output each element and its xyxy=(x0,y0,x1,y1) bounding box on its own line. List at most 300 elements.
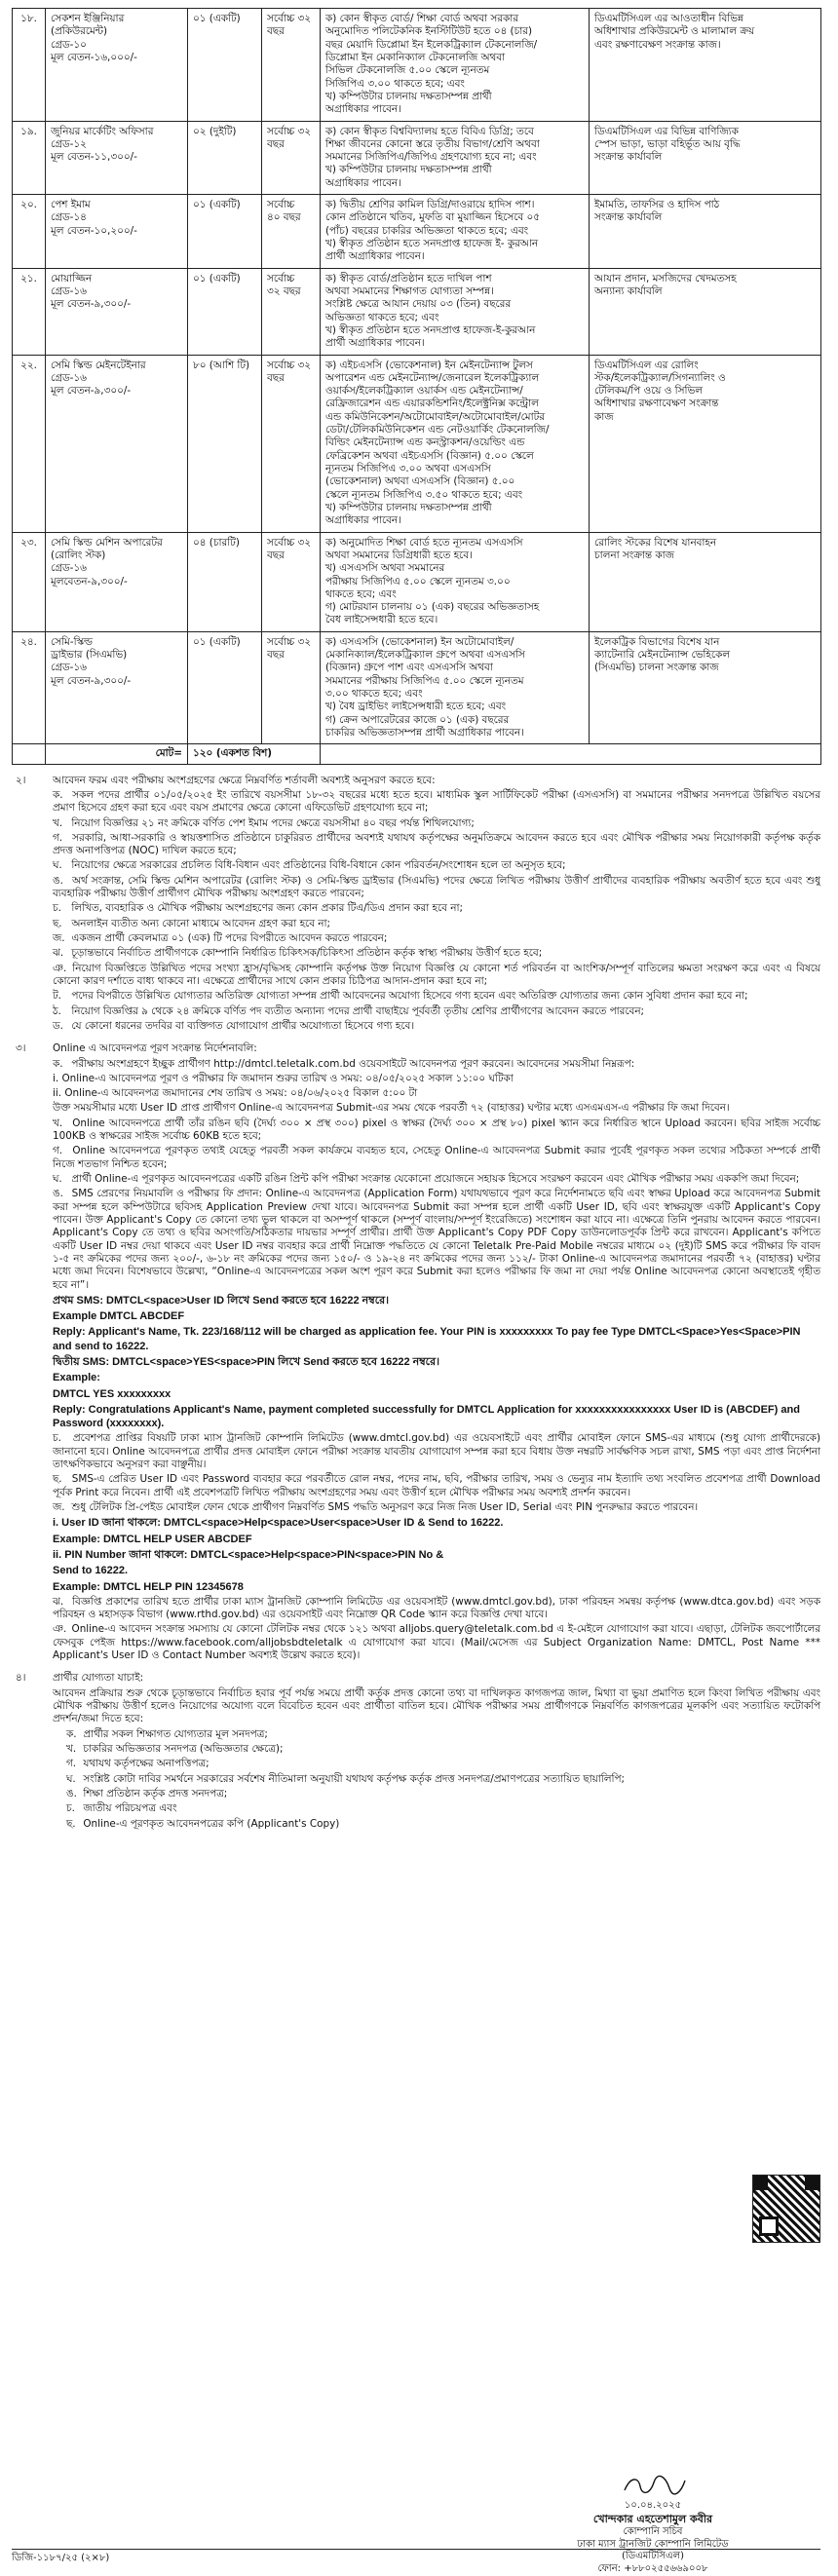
item-label: গ. xyxy=(53,1145,63,1157)
item-text: চূড়ান্তভাবে নির্বাচিত প্রার্থীগণকে কোম্পানি নির্ধারিত চিকিৎসক/চিকিৎসা প্রতিষ্ঠান কর্তৃক স্বাস্থ্য পরীক্ষায় উত্তীর্ণ হতে হবে; xyxy=(71,947,543,960)
duty-line: টেলিকম/পি ওয়ে ও সিভিল xyxy=(594,385,703,398)
item-text: SMS-এ প্রেরিত User ID এবং Password ব্যবহার করে পরবর্তীতে রোল নম্বর, পদের নাম, ছবি, পরীক্ষার তারিখ, সময় ও ভেন্যুর নাম ইত্যাদি তথ্য সংবলিত প্রবেশপত্র প্রার্থী Download পূর্বক Print করে নিবেন। প্রার্থী এই প্রবেশপত্রটি লিখিত পরীক্ষায় অংশগ্রহণের সময় এবং উত্তীর্ণ হলে মৌখিক পরীক্ষার সময় অবশ্যই প্রদর্শন করবেন। xyxy=(53,1473,820,1498)
vacancy-count-cell: ০১ (একটি) xyxy=(188,268,262,355)
item-text: যে কোনো ধরনের তদবির বা ব্যক্তিগত যোগাযোগ প্রার্থীর অযোগ্যতা হিসেবে গণ্য হবে। xyxy=(71,1019,415,1032)
item-label: জ. xyxy=(53,1501,65,1514)
list-item xyxy=(53,947,820,960)
item-label: ক. xyxy=(53,788,63,801)
item-text: অনলাইন ব্যতীত অন্য কোনো মাধ্যমে আবেদন গ্রহণ করা হবে না; xyxy=(71,917,331,929)
age-line: ৩২ বছর xyxy=(267,284,301,297)
item-label: ঠ. xyxy=(53,1004,61,1017)
serial-cell: ২৪. xyxy=(13,631,46,744)
item-label: ঘ. xyxy=(66,1772,76,1785)
list-item xyxy=(53,1773,820,1786)
duties-cell xyxy=(590,121,821,195)
list-item xyxy=(53,789,820,815)
sms-line: Example: xyxy=(53,1372,100,1384)
requirement-line: ক) দ্বিতীয় শ্রেণির কামিল ডিগ্রি/দাওরায়ে হাদিস পাশ। xyxy=(325,199,535,211)
duty-line: আযান প্রদান, মসজিদের খেদমতসহ xyxy=(594,272,737,284)
section-eligibility-check xyxy=(12,1672,820,1830)
duty-line: অন্যান্য কার্যাবলি xyxy=(594,284,663,297)
item-text: সংশ্লিষ্ট কোটা দাবির সমর্থনে সরকারের সর্বশেষ নীতিমালা অনুযায়ী যথাযথ কর্তৃপক্ষ কর্তৃক প্রদত্ত সনদপত্র/প্রমাণপত্রের সত্যায়িত ছায়ালিপি; xyxy=(83,1772,626,1785)
requirement-line: বিল্ডিং মেইনটেন্যান্স এন্ড কনস্ট্রাকশন/ওয়েল্ডিং এন্ড xyxy=(325,436,525,449)
item-label: চ. xyxy=(53,902,61,915)
duty-line: (সিএমভি) চালনা সংক্রান্ত কাজ xyxy=(594,662,719,674)
item-label: ঞ. xyxy=(53,1623,67,1636)
table-row xyxy=(13,631,821,744)
item-label: ছ. xyxy=(66,1817,76,1830)
post-line: গ্রেড-১৪ xyxy=(51,211,87,224)
requirement-line: বছর মেয়াদি ডিপ্লোমা ইন ইলেকট্রিক্যাল টেকনোলজি/ xyxy=(325,38,538,51)
vacancy-count-cell: ৮০ (আশি টি) xyxy=(188,355,262,532)
item-label: ক. xyxy=(53,1057,63,1070)
item-text: i. Online-এ আবেদনপত্র পূরণ ও পরীক্ষার ফি জমাদান শুরুর তারিখ ও সময়: ০৪/০৫/২০২৫ সকাল ১১:০০ ঘটিকা xyxy=(53,1072,514,1084)
post-cell xyxy=(46,532,188,631)
requirement-line: ডিপ্লোমা ইন মেকানিক্যাল টেকনোলজি অথবা xyxy=(325,51,506,63)
total-label-cell: মোট= xyxy=(46,744,188,764)
post-line: মূল বেতন-১০,২০০/- xyxy=(51,224,137,237)
item-text: অর্থ সংক্রান্ত, সেমি স্কিল্ড মেশিন অপারেটর (রোলিং স্টক) ও সেমি-স্কিল্ড ড্রাইভার (সিএমভি) পদের ক্ষেত্রে লিখিত পরীক্ষায় উত্তীর্ণ প্রার্থীদের ব্যবহারিক পরীক্ষায় অবতীর্ণ হতে হবে এবং শুধু ব্যবহারিক পরীক্ষায় উত্তীর্ণ প্রার্থীগণ মৌখিক পরীক্ষায় অংশগ্রহণ করতে পারবেন; xyxy=(53,874,820,900)
list-item xyxy=(53,1005,820,1018)
serial-cell: ২৩. xyxy=(13,532,46,631)
serial-cell: ২০. xyxy=(13,195,46,269)
section-intro: প্রার্থীর যোগ্যতা যাচাই: xyxy=(53,1672,144,1685)
requirements-cell xyxy=(321,9,590,122)
item-text: প্রার্থীর সকল শিক্ষাগত যোগ্যতার মূল সনদপত্র; xyxy=(83,1727,268,1740)
requirement-line: অথবা সমমানের শিক্ষাগত যোগ্যতা সম্পন্ন। xyxy=(325,284,494,297)
serial-cell: ২২. xyxy=(13,355,46,532)
item-text: জাতীয় পরিচয়পত্র এবং xyxy=(83,1802,177,1815)
signatory-title: কোম্পানি সচিব xyxy=(623,2525,683,2537)
item-text: চাকরির অভিজ্ঞতার সনদপত্র (অভিজ্ঞতার ক্ষেত্রে); xyxy=(83,1742,284,1755)
duty-line: স্পেস ভাড়া, ভাড়া বহির্ভূত আয় বৃদ্ধি xyxy=(594,137,741,150)
item-text: Online আবেদনপত্রে প্রার্থী তাঁর রঙিন ছবি (দৈর্ঘ্য ৩০০ × প্রস্থ ৩০০) pixel ও স্বাক্ষর (দৈর্ঘ্য ৩০০ × প্রস্থ ৮০) pixel স্ক্যান করে নির্ধারিত স্থানে Upload করবেন। ছবির সাইজ সর্বোচ্চ 100KB ও স্বাক্ষরের সাইজ সর্বোচ্চ 60KB হতে হবে; xyxy=(53,1117,820,1143)
item-label: ড. xyxy=(53,1019,63,1032)
requirement-line: অগ্রাধিকার পাবেন। xyxy=(325,103,401,116)
post-line: মূল বেতন-৯,৩০০/- xyxy=(51,298,132,311)
list-item xyxy=(53,859,820,872)
requirement-line: অগ্রাধিকার পাবেন। xyxy=(325,514,401,527)
requirement-line: অথবা সমমানের ডিগ্রিধারী হতে হবে। xyxy=(325,549,473,561)
duty-line: ক্যাটেনারি মেইনটেন্যান্স ভেহিকেল xyxy=(594,649,731,662)
signature-block xyxy=(570,2473,736,2576)
item-text: যথাযথ কর্তৃপক্ষের অনাপত্তিপত্র; xyxy=(83,1758,210,1770)
requirement-line: প্রার্থী অগ্রাধিকার পাবেন। xyxy=(325,250,425,263)
duties-cell xyxy=(590,532,821,631)
post-line: ড্রাইভার (সিএমভি) xyxy=(51,649,128,662)
vacancy-count-cell: ০৪ (চারটি) xyxy=(188,532,262,631)
signatory-organization: ঢাকা ম্যাস ট্রানজিট কোম্পানি লিমিটেড (ডিএমটিসিএল) xyxy=(577,2538,729,2562)
list-item xyxy=(53,1743,820,1756)
item-text: Online-এ আবেদন সংক্রান্ত সমস্যায় যে কোনো টেলিটক নম্বর থেকে ১২১ অথবা alljobs.query@teletalk.com.bd এ ই-মেইলে যোগাযোগ করা যাবে। এছাড়া, টেলিটক জবপোর্টালের ফেসবুক পেইজ https://www.facebook.com/alljobsbdteletalk এ যোগাযোগ করা যাবে। (Mail/মেসেজ এর Subject Organization Name: DMTCL, Post Name *** Applicant's User ID ও Contact Number অবশ্যই উল্লেখ করতে হবে)। xyxy=(53,1623,820,1662)
post-cell xyxy=(46,9,188,122)
requirement-line: চাকরির অভিজ্ঞতাসম্পন্ন প্রার্থী অগ্রাধিকার পাবেন। xyxy=(325,726,524,739)
document-list xyxy=(53,1728,820,1831)
list-item xyxy=(53,1087,820,1100)
list-item xyxy=(53,1473,820,1499)
duty-line: অধিশাখার প্রকিউরমেন্ট ও মালামাল ক্রয় xyxy=(594,25,755,38)
item-label: চ. xyxy=(66,1802,75,1815)
item-text: একজন প্রার্থী কেবলমাত্র ০১ (এক) টি পদের বিপরীতে আবেদন করতে পারবেন; xyxy=(71,932,388,944)
job-table xyxy=(12,8,821,765)
age-limit-cell xyxy=(262,9,321,122)
list-item xyxy=(53,1501,820,1514)
post-cell xyxy=(46,631,188,744)
requirement-line: খ) স্বীকৃত প্রতিষ্ঠান হতে সনদপ্রাপ্ত হাফেজ ই- কুরআন xyxy=(325,238,539,249)
age-line: বছর xyxy=(267,25,285,38)
list-item xyxy=(53,875,820,901)
age-line: ৪০ বছর xyxy=(267,211,301,224)
conditions-list xyxy=(53,789,820,1033)
section-number: ৪। xyxy=(16,1672,26,1685)
item-text: নিয়োগ বিজ্ঞপ্তিতে উল্লিখিত পদের সংখ্যা হ্রাস/বৃদ্ধিসহ কোম্পানি কর্তৃপক্ষ উক্ত নিয়োগ বিজ্ঞপ্তি যে কোনো শর্ত পরিবর্তন বা আংশিক/সম্পূর্ণ বাতিলের ক্ষমতা সংরক্ষণ করে এবং এ বিষয়ে কোনো কারণ দর্শাতে বাধ্য থাকবে না। এক্ষেত্রে প্রার্থীদের সাথে কোন প্রকার চিঠিপত্র আদান-প্রদান করা হবে না; xyxy=(53,962,820,987)
duty-line: এবং রক্ষণাবেক্ষণ সংক্রান্ত কাজ। xyxy=(594,38,721,51)
requirement-line: ৩.০০ থাকতে হবে; এবং xyxy=(325,688,423,700)
item-text: ii. Online-এ আবেদনপত্র জমাদানের শেষ তারিখ ও সময়: ০৪/০৬/২০২৫ বিকাল ৫:০০ টা xyxy=(53,1087,418,1100)
recovery-line: Example: DMTCL HELP PIN 12345678 xyxy=(53,1580,244,1593)
post-line: সেমি স্কিল্ড মেশিন অপারেটর xyxy=(51,536,163,549)
post-line: সেমি-স্কিল্ড xyxy=(51,635,93,648)
requirement-line: (ভোকেশনাল) অথবা এসএসসি (বিজ্ঞান) ৫.০০ xyxy=(325,475,515,488)
requirement-line: ক) এইচএসসি (ভোকেশনাল) ইন মেইনটেন্যান্স টুলস xyxy=(325,359,533,371)
instructions-list xyxy=(53,1058,820,1292)
handwritten-signature xyxy=(570,2473,736,2500)
item-label: ঘ. xyxy=(53,1173,62,1185)
item-label: গ. xyxy=(66,1758,77,1770)
item-text: SMS প্রেরণের নিয়মাবলি ও পরীক্ষার ফি প্রদান: Online-এ আবেদনপত্র (Application Form) যথাযথভাবে পূরণ করে নির্দেশনামতে ছবি এবং স্বাক্ষর Upload করে আবেদনপত্র Submit করা সম্পন্ন হলে কম্পিউটারে ছবিসহ Application Preview দেখা যাবে। আবেদনপত্র Submit করা সম্পন্ন হলে প্রার্থী একটি User ID, ছবি এবং স্বাক্ষরযুক্ত একটি Applicant's Copy পাবেন। উক্ত Applicant's Copy তে কোনো তথ্য ভুল থাকলে বা অসম্পূর্ণ থাকলে (সম্পূর্ণ বাংলায়/সম্পূর্ণ ইংরেজিতে) সংশোধন করা যাবে না। এক্ষেত্রে তিনি পুনরায় আবেদন করতে পারবেন। Applicant's Copy তে তথ্য ও ছবির অসংগতি/সঠিকতার দায়ভার সম্পূর্ণ প্রার্থীর। প্রার্থী উক্ত Applicant's Copy PDF Copy ডাউনলোডপূর্বক প্রিন্ট করে রাখবেন। Applicant's কপিতে একটি User ID নম্বর দেয়া থাকবে এবং User ID নম্বর ব্যবহার করে প্রার্থী নিম্নোক্ত পদ্ধতিতে যে কোনো Teletalk Pre-Paid Mobile নম্বরের মাধ্যমে ০২ (দুই)টি SMS করে পরীক্ষার ফি বাবদ ১-৫ নং ক্রমিকের পদের জন্য ২০০/-, ৬-১৮ নং ক্রমিকের পদের জন্য ১৫০/- ও ১৯-২৪ নং ক্রমিকের পদের জন্য ১১২/- টাকা Online-এ আবেদনপত্র জমাদানের পরবর্তী ৭২ (বাহাত্তর) ঘণ্টার মধ্যে জমা দিবেন। বিশেষভাবে উল্লেখ্য, “Online-এ আবেদনপত্রের সকল অংশ পূরণ করে Submit করা হলেও পরীক্ষার ফি জমা না দেয়া পর্যন্ত Online আবেদনপত্র কোনো অবস্থাতেই গৃহীত হবে না”। xyxy=(53,1188,820,1291)
recovery-line: ii. PIN Number জানা থাকলে: DMTCL<space>Help<space>PIN<space>PIN No & xyxy=(53,1548,444,1561)
age-limit-cell xyxy=(262,268,321,355)
eligibility-text: আবেদন প্রক্রিয়ার শুরু থেকে চূড়ান্তভাবে নির্বাচিত হবার পূর্ব পর্যন্ত সময়ে প্রার্থী কর্তৃক প্রদত্ত কোনো তথ্য বা দাখিলকৃত কাগজপত্র জাল, মিথ্যা বা ভুয়া প্রমাণিত হলে কিংবা লিখিত পরীক্ষায় এবং মৌখিক পরীক্ষায় উত্তীর্ণ হলেও নিয়োগের অযোগ্য বলে বিবেচিত হবেন এবং প্রার্থীতা বাতিল হবে। মৌখিক পরীক্ষার সময় প্রার্থীগণকে নিম্নবর্ণিত কাগজপত্রের মূলকপি এবং সত্যায়িত ফটোকপি প্রদর্শন/জমা দিতে হবে: xyxy=(53,1686,820,1725)
recovery-line: Example: DMTCL HELP USER ABCDEF xyxy=(53,1533,252,1545)
instructions-list-2 xyxy=(53,1432,820,1514)
publication-code: ডিজি-১১৮৭/২৫ (২×৮) xyxy=(12,2553,110,2563)
requirement-line: খ) কম্পিউটার চালনায় দক্ষতাসম্পন্ন প্রার্থী xyxy=(325,90,492,102)
requirement-line: অভিজ্ঞতা থাকতে হবে; এবং xyxy=(325,311,439,323)
requirement-line: স্কেলে ন্যূনতম সিজিপিএ ৩.৫০ থাকতে হবে; এবং xyxy=(325,488,523,501)
post-line: গ্রেড-১৬ xyxy=(51,371,87,384)
requirement-line: খ) এসএসসি অথবা সমমানের xyxy=(325,562,445,575)
post-cell xyxy=(46,355,188,532)
duty-line: সংক্রান্ত কার্যাবলি xyxy=(594,211,663,224)
list-item xyxy=(53,1173,820,1186)
requirement-line: থাকতে হবে; এবং xyxy=(325,587,397,600)
requirement-line: বৈধ লাইসেন্সধারী হতে হবে। xyxy=(325,614,438,626)
requirement-line: অনুমোদিত পলিটেকনিক ইনস্টিটিউট হতে ০৪ (চার) xyxy=(325,25,532,38)
age-line: বছর xyxy=(267,137,285,150)
duty-line: ডিএমটিসিএল এর রোলিং xyxy=(594,359,699,371)
list-item xyxy=(53,902,820,915)
post-line: গ্রেড-১৬ xyxy=(51,662,87,674)
item-text: শুধু টেলিটক প্রি-পেইড মোবাইল ফোন থেকে প্রার্থীগণ নিম্নবর্ণিত SMS পদ্ধতি অনুসরণ করে নিজ নিজ User ID, Serial এবং PIN পুনরুদ্ধার করতে পারবেন। xyxy=(71,1501,699,1514)
list-item xyxy=(53,1802,820,1815)
requirement-line: সংশ্লিষ্ট ক্ষেত্রে আযান দেয়ায় ০৩ (তিন) বছরের xyxy=(325,298,512,311)
section-number: ২। xyxy=(16,774,26,786)
requirement-line: এন্ড কমিউনিকেশন/অটোমোবাইল/অটোমোবাইল/মোটর xyxy=(325,410,545,423)
item-label: খ. xyxy=(53,816,63,829)
section-conditions xyxy=(12,775,820,1034)
requirement-line: (বিজ্ঞান) গ্রুপে পাশ এবং এসএসসি অথবা xyxy=(325,662,493,674)
requirement-line: কোন প্রতিষ্ঠানে খতিব, মুফতি বা মুয়াজ্জিন হিসেবে ০৫ xyxy=(325,211,541,224)
table-row xyxy=(13,268,821,355)
item-label: ঝ. xyxy=(53,947,64,960)
sms-instructions xyxy=(53,1294,820,1431)
list-item xyxy=(53,817,820,830)
requirement-line: অপারেশন এন্ড মেইনটেন্যান্স/জেনারেল ইলেকট্রিক্যাল xyxy=(325,371,540,384)
item-label: ঝ. xyxy=(53,1595,64,1608)
bottom-divider xyxy=(12,2549,820,2550)
list-item xyxy=(53,1188,820,1292)
section-number: ৩। xyxy=(16,1042,26,1055)
post-line: জুনিয়র মার্কেটিং অফিসার xyxy=(51,125,154,137)
age-line: সর্বোচ্চ ৩২ xyxy=(267,359,311,371)
requirement-line: ন্যূনতম সিজিপিএ ৩.০০ অথবা এসএসসি xyxy=(325,463,491,474)
item-text: নিয়োগ বিজ্ঞপ্তির ৯ থেকে ২৪ ক্রমিকে বর্ণিত পদ ব্যতীত অন্যান্য পদের প্রার্থী বাছাইয়ে পূর্ববর্তী তৃতীয় শ্রেণির প্রার্থীগণের আবেদন করতে পারবেন; xyxy=(71,1004,645,1017)
age-line: সর্বোচ্চ ৩২ xyxy=(267,13,311,24)
table-row xyxy=(13,195,821,269)
table-total-row xyxy=(13,744,821,764)
item-text: লিখিত, ব্যবহারিক ও মৌখিক পরীক্ষায় অংশগ্রহণের জন্য কোন প্রকার টিএ/ডিএ প্রদান করা হবে না; xyxy=(71,902,463,915)
serial-cell: ২১. xyxy=(13,268,46,355)
requirement-line: রেফ্রিজারেশন এন্ড এয়ারকন্ডিশনিং/ইলেক্ট্রনিক্স কন্ট্রোল xyxy=(325,398,539,410)
item-text: নিয়োগ বিজ্ঞপ্তির ২১ নং ক্রমিকে বর্ণিত পেশ ইমাম পদের ক্ষেত্রে বয়সসীমা ৪০ বছর পর্যন্ত শিথিলযোগ্য; xyxy=(71,816,475,829)
list-item xyxy=(53,1432,820,1471)
post-line: পেশ ইমাম xyxy=(51,199,91,211)
list-item xyxy=(53,918,820,930)
list-item xyxy=(53,1788,820,1800)
qr-code-image[interactable] xyxy=(752,2175,820,2243)
requirements-cell xyxy=(321,532,590,631)
item-text: সরকারি, আধা-সরকারি ও স্বায়ত্তশাসিত প্রতিষ্ঠানে চাকুরিরত প্রার্থীদের অবশ্যই যথাযথ কর্তৃপক্ষের অনুমতিক্রমে আবেদন করতে হবে এবং মৌখিক পরীক্ষার সময় নিয়োগকারী কর্তৃপক্ষ কর্তৃক প্রদত্ত অনাপত্তিপত্র (NOC) দাখিল করতে হবে; xyxy=(53,831,820,857)
post-line: মূলবেতন-৯,৩০০/- xyxy=(51,575,128,587)
vacancy-count-cell: ০১ (একটি) xyxy=(188,9,262,122)
post-line: মোয়াজ্জিন xyxy=(51,272,93,284)
recovery-line: Send to 16222. xyxy=(53,1565,129,1577)
post-line: গ্রেড-১৬ xyxy=(51,562,87,575)
total-blank-cell xyxy=(13,744,46,764)
list-item xyxy=(53,1596,820,1622)
age-limit-cell xyxy=(262,195,321,269)
list-item xyxy=(53,1623,820,1662)
signatory-phone: ফোন: +৮৮০২৫৫৬৬৯০০৮ xyxy=(597,2563,708,2575)
requirement-line: গ) ক্রেন অপারেটরের কাজে ০১ (এক) বছরের xyxy=(325,713,510,726)
duties-cell xyxy=(590,631,821,744)
duties-cell xyxy=(590,268,821,355)
item-label: ঙ. xyxy=(66,1787,77,1799)
duty-line: অধিশাখার রক্ষণাবেক্ষণ সংক্রান্ত xyxy=(594,398,719,410)
item-label: ঙ. xyxy=(53,874,63,887)
age-line: সর্বোচ্চ ৩২ xyxy=(267,635,311,648)
post-cell xyxy=(46,195,188,269)
item-label: ট. xyxy=(53,990,61,1003)
age-line: বছর xyxy=(267,649,285,662)
age-line: বছর xyxy=(267,371,285,384)
requirement-line: মেকানিক্যাল/ইলেকট্রিক্যাল গ্রুপে অথবা এসএসসি xyxy=(325,649,525,662)
instructions-list-3 xyxy=(53,1596,820,1663)
requirement-line: পরীক্ষায় সিজিপিএ ৫.০০ স্কেলে ন্যূনতম ৩.০০ xyxy=(325,575,511,587)
age-line: সর্বোচ্চ xyxy=(267,199,295,211)
post-line: সেকশন ইঞ্জিনিয়ার (প্রকিউরমেন্ট) xyxy=(51,13,125,38)
list-item xyxy=(53,832,820,858)
requirement-line: খ) বৈধ ড্রাইভিং লাইসেন্সধারী হতে হবে; এবং xyxy=(325,701,507,713)
requirement-line: প্রার্থী অগ্রাধিকার পাবেন। xyxy=(325,337,425,350)
requirement-line: ক) স্বীকৃত বোর্ড/প্রতিষ্ঠান হতে দাখিল পাশ xyxy=(325,272,492,284)
list-item xyxy=(53,1758,820,1770)
requirement-line: ডেটা/টেলিকমিউনিকেশন এন্ড নেটওয়ার্কিং টেকনোলজি/ xyxy=(325,424,550,436)
item-label: ঙ. xyxy=(53,1188,63,1200)
requirement-line: শিক্ষা জীবনের কোনো স্তরে তৃতীয় বিভাগ/শ্রেণি অথবা xyxy=(325,137,540,150)
item-label: খ. xyxy=(66,1742,77,1755)
serial-cell: ১৮. xyxy=(13,9,46,122)
requirement-line: সিজিপিএ ৩.০০ থাকতে হবে; এবং xyxy=(325,77,465,90)
item-text: সকল পদের প্রার্থীর ০১/০৫/২০২৫ ইং তারিখে বয়সসীমা ১৮-৩২ বছরের মধ্যে হতে হবে। মাধ্যমিক স্কুল সার্টিফিকেট পরীক্ষা (এসএসসি) বা সমমানের পরীক্ষার সনদপত্রে উল্লিখিত বয়সের প্রমাণ হিসেবে গ্রহণ করা হবে এবং বয়স প্রমাণের ক্ষেত্রে কোনো এফিডেভিট গ্রহণযোগ্য হবে না; xyxy=(53,788,820,814)
requirement-line: ক) অনুমোদিত শিক্ষা বোর্ড হতে ন্যূনতম এসএসসি xyxy=(325,536,523,549)
requirements-cell xyxy=(321,195,590,269)
table-row xyxy=(13,355,821,532)
age-limit-cell xyxy=(262,631,321,744)
signatory-name: খোন্দকার এহতেশামুল কবীর xyxy=(592,2512,713,2525)
list-item xyxy=(53,1818,820,1831)
item-text: শিক্ষা প্রতিষ্ঠান কর্তৃক প্রদত্ত সনদপত্র; xyxy=(83,1787,228,1799)
item-label: ছ. xyxy=(53,917,62,929)
section-intro: Online এ আবেদনপত্র পূরণ সংক্রান্ত নির্দেশনাবলি: xyxy=(53,1042,257,1055)
section-intro: আবেদন ফরম এবং পরীক্ষায় অংশগ্রহণের ক্ষেত্রে নিম্নবর্ণিত শর্তাবলী অবশ্যই অনুসরণ করতে হবে: xyxy=(53,774,436,786)
sms-line: প্রথম SMS: DMTCL<space>User ID লিখে Send করতে হবে 16222 নম্বরে। xyxy=(53,1294,390,1307)
item-text: বিজ্ঞপ্তি প্রকাশের তারিখ হতে প্রার্থীর ঢাকা ম্যাস ট্রানজিট কোম্পানি লিমিটেড এর ওয়েবসাইট (www.dmtcl.gov.bd), ঢাকা পরিবহন সমন্বয় কর্তৃপক্ষ (www.dtca.gov.bd) এবং সড়ক পরিবহন ও মহাসড়ক বিভাগ (www.rthd.gov.bd) এর ওয়েবসাইট এবং নিম্নোক্ত QR Code স্ক্যান করে বিজ্ঞপ্তি দেখা যাবে। xyxy=(53,1595,820,1621)
age-line: সর্বোচ্চ ৩২ xyxy=(267,125,311,137)
recovery-instructions xyxy=(53,1516,820,1593)
table-row xyxy=(13,532,821,631)
duty-line: স্টক/ইলেকট্রিক্যাল/সিগন্যালিং ও xyxy=(594,371,726,384)
item-label: জ. xyxy=(53,932,65,944)
age-line: সর্বোচ্চ xyxy=(267,272,295,284)
age-line: বছর xyxy=(267,549,285,561)
duties-cell xyxy=(590,195,821,269)
post-line: গ্রেড-১২ xyxy=(51,137,87,150)
requirements-cell xyxy=(321,268,590,355)
requirement-line: সমমানের পরীক্ষায় সিজিপিএ ৫.০০ স্কেলে ন্যূনতম xyxy=(325,674,524,687)
sms-line: Reply: Applicant's Name, Tk. 223/168/112 will be charged as application fee. Your PIN is xxxxxxxxx To pay fee Type DMTCL<Space>Yes<Space>PIN and send to 16222. xyxy=(53,1326,801,1352)
list-item xyxy=(53,990,820,1003)
duty-line: সংক্রান্ত কার্যাবলি xyxy=(594,151,663,164)
post-line: মূল বেতন-৯,৩০০/- xyxy=(51,385,132,398)
requirement-line: ওয়ার্কস/ইলেকট্রিক্যাল ওয়ার্কস এন্ড মেইনটেন্যান্স/ xyxy=(325,385,523,398)
age-line: সর্বোচ্চ ৩২ xyxy=(267,536,311,549)
table-row xyxy=(13,9,821,122)
requirement-line: গ) মোটরযান চালনায় ০১ (এক) বছরের অভিজ্ঞতাসহ xyxy=(325,601,540,614)
list-item xyxy=(53,1058,820,1071)
duties-cell xyxy=(590,355,821,532)
requirement-line: ক) কোন স্বীকৃত বোর্ড/ শিক্ষা বোর্ড অথবা সরকার xyxy=(325,13,518,24)
item-text: প্রবেশপত্র প্রাপ্তির বিষয়টি ঢাকা ম্যাস ট্রানজিট কোম্পানি লিমিটেড (www.dmtcl.gov.bd) এর ওয়েবসাইটে এবং প্রার্থীর মোবাইল ফোনে SMS-এর মাধ্যমে (শুধু যোগ্য প্রার্থীদেরকে) জানানো হবে। Online আবেদনপত্রে প্রার্থীর প্রদত্ত মোবাইল ফোনে পরীক্ষা সংক্রান্ত যাবতীয় যোগাযোগ সম্পন্ন করা হবে বিধায় উক্ত নম্বরটি সার্বক্ষণিক সচল রাখা, SMS পড়া এবং প্রাপ্ত নির্দেশনা তাৎক্ষণিকভাবে অনুসরণ করা বাঞ্ছনীয়। xyxy=(53,1432,821,1471)
item-text: Online-এ পূরণকৃত আবেদনপত্রের কপি (Applicant's Copy) xyxy=(83,1817,340,1830)
requirement-line: সমমানের সিজিপিএ/জিপিএ গ্রহণযোগ্য হবে না; এবং xyxy=(325,151,537,164)
vacancy-count-cell: ০১ (একটি) xyxy=(188,195,262,269)
requirement-line: (পাঁচ) বছরের চাকরির অভিজ্ঞতা থাকতে হবে; এবং xyxy=(325,224,529,237)
item-text: উক্ত সময়সীমার মধ্যে User ID প্রাপ্ত প্রার্থীগণ Online-এ আবেদনপত্র Submit-এর সময় থেকে পরবর্তী ৭২ (বাহাত্তর) ঘণ্টার মধ্যে এসএমএস-এ পরীক্ষার ফি জমা দিবেন। xyxy=(53,1102,730,1115)
requirement-line: ক) এসএসসি (ভোকেশনাল) ইন অটোমোবাইল/ xyxy=(325,635,514,648)
item-label: চ. xyxy=(53,1432,61,1445)
list-item xyxy=(53,1728,820,1741)
vacancy-count-cell: ০২ (দুইটি) xyxy=(188,121,262,195)
post-line: গ্রেড-১০ xyxy=(51,38,87,51)
item-text: Online আবেদনপত্রে পূরণকৃত তথ্যই যেহেতু পরবর্তী সকল কার্যক্রমে ব্যবহৃত হবে, সেহেতু Online-এ আবেদনপত্র Submit করার পূর্বেই পূরণকৃত সকল তথ্যের সঠিকতা সম্পর্কে প্রার্থী নিজে শতভাগ নিশ্চিত হবেন; xyxy=(53,1145,820,1170)
post-line: মূল বেতন-৯,৩০০/- xyxy=(51,674,132,687)
item-label: ছ. xyxy=(53,1473,62,1486)
list-item xyxy=(53,963,820,989)
post-cell xyxy=(46,268,188,355)
requirement-line: খ) কম্পিউটার চালনায় দক্ষতাসম্পন্ন প্রার্থী xyxy=(325,164,492,176)
duty-line: রোলিং স্টকের বিশেষ যানবাহন xyxy=(594,536,717,549)
item-text: পদের বিপরীতে উল্লিখিত যোগ্যতার অতিরিক্ত যোগ্যতা সম্পন্ন প্রার্থী আবেদনের অযোগ্য হিসেবে গণ্য হবেন এবং অতিরিক্ত যোগ্যতার জন্য কোন সুবিধা প্রদান করা হবে না; xyxy=(71,990,748,1003)
requirement-line: খ) কম্পিউটার চালনায় দক্ষতাসম্পন্ন প্রার্থী xyxy=(325,501,492,513)
duty-line: ইমামতি, তাফসির ও হাদিস পাঠ xyxy=(594,199,720,211)
duty-line: ইলেকট্রিক বিভাগের বিশেষ যান xyxy=(594,635,720,648)
job-table-body xyxy=(13,9,821,765)
duty-line: কাজ xyxy=(594,410,614,423)
sms-line: Example DMTCL ABCDEF xyxy=(53,1310,185,1323)
table-row xyxy=(13,121,821,195)
requirements-cell xyxy=(321,121,590,195)
requirement-line: অগ্রাধিকার পাবেন। xyxy=(325,176,401,189)
age-limit-cell xyxy=(262,532,321,631)
item-text: নিয়োগের ক্ষেত্রে সরকারের প্রচলিত বিধি-বিধান এবং প্রতিষ্ঠানের বিধি-বিধানে কোন পরিবর্তন/সংশোধন হলে তা অনুসৃত হবে; xyxy=(71,859,566,872)
post-line: মূল বেতন-১৬,০০০/- xyxy=(51,51,137,63)
duty-line: ডিএমটিসিএল এর আওতাধীন বিভিন্ন xyxy=(594,13,743,24)
post-line: মূল বেতন-১১,৩০০/- xyxy=(51,151,137,164)
requirement-line: সিভিল টেকনোলজি ৫.০০ স্কেলে ন্যূনতম xyxy=(325,64,490,77)
list-item xyxy=(53,1020,820,1033)
total-value-cell: ১২০ (একশত বিশ) xyxy=(188,744,321,764)
requirement-line: ক) কোন স্বীকৃত বিশ্ববিদ্যালয় হতে বিবিএ ডিগ্রি; তবে xyxy=(325,125,534,137)
item-label: ক. xyxy=(66,1727,77,1740)
sms-line: Reply: Congratulations Applicant's Name, payment completed successfully for DMTCL Application for xxxxxxxxxxxxxxxx User ID is (ABCDEF) and Password (xxxxxxxx). xyxy=(53,1403,800,1430)
signature-date: ১০.০৪.২০২৫ xyxy=(624,2500,682,2511)
age-limit-cell xyxy=(262,121,321,195)
requirement-line: ফেব্রিকেশন অথবা এইচএসসি (বিজ্ঞান) ৫.০০ স্কেলে xyxy=(325,449,534,462)
item-label: ঞ. xyxy=(53,962,67,974)
sms-line: DMTCL YES xxxxxxxxx xyxy=(53,1387,171,1400)
post-line: গ্রেড-১৬ xyxy=(51,284,87,297)
duty-line: চালনা সংক্রান্ত কাজ xyxy=(594,549,674,561)
list-item xyxy=(53,1102,820,1115)
requirements-cell xyxy=(321,631,590,744)
serial-cell: ১৯. xyxy=(13,121,46,195)
item-label: ঘ. xyxy=(53,859,62,872)
item-text: পরীক্ষায় অংশগ্রহণে ইচ্ছুক প্রার্থীগণ http://dmtcl.teletalk.com.bd ওয়েবসাইটে আবেদনপত্র পূরণ করবেন। আবেদনের সময়সীমা নিম্নরূপ: xyxy=(71,1057,635,1070)
item-text: প্রার্থী Online-এ পূরণকৃত আবেদনপত্রের একটি রঙিন প্রিন্ট কপি পরীক্ষা সংক্রান্ত যেকোনো প্রয়োজনে সহায়ক হিসেবে সংরক্ষণ করবেন এবং মৌখিক পরীক্ষার সময় এককপি জমা দিবেন; xyxy=(71,1173,800,1185)
list-item xyxy=(53,932,820,945)
duties-cell xyxy=(590,9,821,122)
list-item xyxy=(53,1118,820,1144)
list-item xyxy=(53,1145,820,1171)
age-limit-cell xyxy=(262,355,321,532)
item-label: গ. xyxy=(53,831,63,844)
vacancy-count-cell: ০১ (একটি) xyxy=(188,631,262,744)
list-item xyxy=(53,1073,820,1085)
section-online-instructions xyxy=(12,1042,820,1662)
requirements-cell xyxy=(321,355,590,532)
post-line: (রোলিং স্টক) xyxy=(51,549,106,561)
requirement-line: খ) স্বীকৃত প্রতিষ্ঠান হতে সনদপ্রাপ্ত হাফেজ-ই-কুরআন xyxy=(325,323,536,336)
total-blank-cell xyxy=(321,744,821,764)
post-line: সেমি স্কিল্ড মেইনটেইনার xyxy=(51,359,146,371)
duty-line: ডিএমটিসিএল এর বিভিন্ন বাণিজ্যিক xyxy=(594,125,739,137)
item-label: খ. xyxy=(53,1117,63,1129)
sms-line: দ্বিতীয় SMS: DMTCL<space>YES<space>PIN লিখে Send করতে হবে 16222 নম্বরে। xyxy=(53,1356,440,1368)
post-cell xyxy=(46,121,188,195)
recovery-line: i. User ID জানা থাকলে: DMTCL<space>Help<space>User<space>User ID & Send to 16222. xyxy=(53,1517,504,1530)
